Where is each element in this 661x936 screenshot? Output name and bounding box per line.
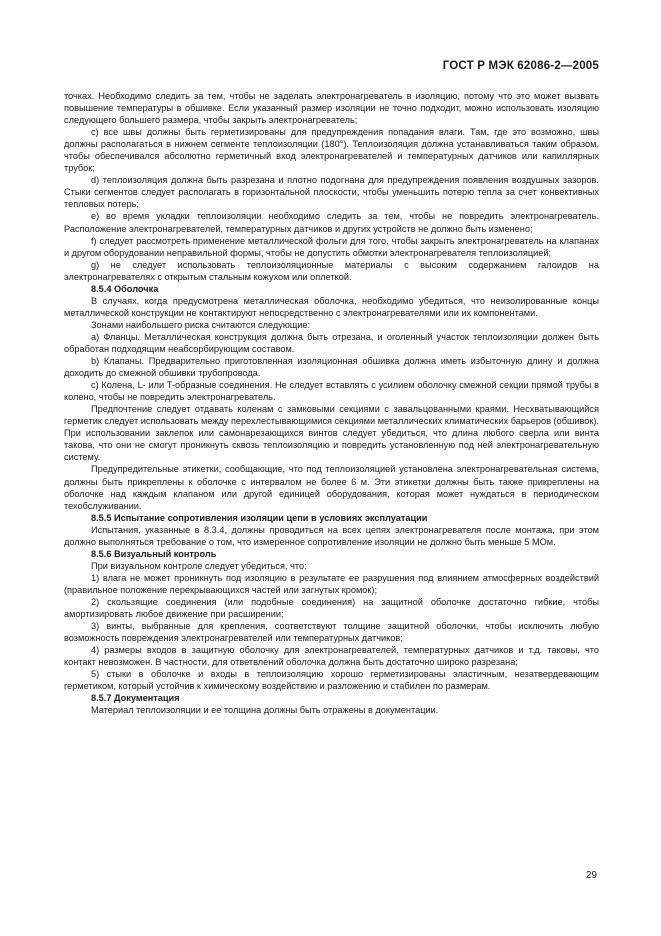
paragraph: c) все швы должны быть герметизированы для предупреждения попадания влаги. Там, где это возможно, швы должны располагаться в нижнем сегменте теплоизоляции (180°). Теплоизоляция должна устанавливаться таким образом, чтобы обеспечивался абсолютно герметичный вход электронагревателей и температурных датчиков или капиллярных трубок; bbox=[64, 127, 599, 174]
section-heading: 8.5.7 Документация bbox=[91, 693, 180, 704]
page-number: 29 bbox=[585, 870, 597, 881]
paragraph: точках. Необходимо следить за тем, чтобы не заделать электронагреватель в изоляцию, потому что это может вызвать повышение температуры в обшивке. Если указанный размер изоляции не точно подходит, можно использовать изоляцию следующего большего размера, чтобы закрыть электронагреватель; bbox=[64, 91, 599, 126]
paragraph: 1) влага не может проникнуть под изоляцию в результате ее разрушения под влиянием атмосферных воздействий (правильное положение перекрывающихся частей или загнутых кромок); bbox=[64, 572, 599, 595]
paragraph: g) не следует использовать теплоизоляционные материалы с высоким содержанием галоидов на электронагревателях с открытым стальным кожухом или оплеткой. bbox=[64, 259, 599, 282]
paragraph: 5) стыки в оболочке и входы в теплоизоляцию хорошо герметизированы эластичным, незатвердевающим герметиком, который устойчив к химическому воздействию и разложению и стабилен по размерам. bbox=[64, 669, 599, 692]
paragraph: 3) винты, выбранные для крепления, соответствуют толщине защитной оболочки, чтобы исключить любую возможность повреждения электронагревателей или температурных датчиков; bbox=[64, 621, 599, 644]
paragraph: e) во время укладки теплоизоляции необходимо следить за тем, чтобы не повредить электронагреватель. Расположение электронагревателей, температурных датчиков и других устройств не должно быть изменено; bbox=[64, 211, 599, 234]
paragraph: При визуальном контроле следует убедиться, что: bbox=[91, 560, 307, 571]
paragraph: 2) скользящие соединения (или подобные соединения) на защитной оболочке достаточно гибкие, чтобы амортизировать любое движение при расширении; bbox=[64, 596, 599, 620]
section-heading: 8.5.5 Испытание сопротивления изоляции цепи в условиях эксплуатации bbox=[91, 512, 428, 523]
paragraph: Зонами наибольшего риска считаются следующие: bbox=[91, 319, 311, 330]
section-heading: 8.5.4 Оболочка bbox=[91, 283, 159, 294]
paragraph: f) следует рассмотреть применение металлической фольги для того, чтобы закрыть электронагреватель на клапанах и другом оборудовании неправильной формы, чтобы не допустить обмотки электронагревателя теплоизоляцией; bbox=[64, 235, 599, 258]
paragraph: a) Фланцы. Металлическая конструкция должна быть отрезана, и оголенный участок теплоизоляции должен быть обработан подходящим неабсорбирующим составом. bbox=[64, 331, 599, 354]
paragraph: Предпочтение следует отдавать коленам с замковыми секциями с завальцованными краями. Несхватывающийся герметик следует использовать между перехлестывающимися секциями металлических климатических барьеров (обшивок). При использовании заклепок или самонарезающихся винтов следует убедиться, что длина любого сверла или винта такова, что они не смогут проникнуть сквозь теплоизоляцию и повредить установленную под ней электронагревательную систему. bbox=[64, 404, 599, 463]
paragraph: 4) размеры входов в защитную оболочку для электронагревателей, температурных датчиков и т.д. таковы, что контакт невозможен. В частности, для ответвлений оболочка должна быть достаточно широко разрезана; bbox=[64, 645, 599, 668]
paragraph: c) Колена, L- или T-образные соединения. Не следует вставлять с усилием оболочку смежной секции прямой трубы в колено, чтобы не повредить электронагреватель. bbox=[64, 380, 599, 403]
paragraph: В случаях, когда предусмотрена металлическая оболочка, необходимо убедиться, что неизолированные концы металлической конструкции не контактируют непосредственно с электронагревателями или их компонентами. bbox=[64, 295, 599, 318]
paragraph: Предупредительные этикетки, сообщающие, что под теплоизоляцией установлена электронагревательная система, должны быть прикреплены к оболочке с интервалом не более 6 м. Эти этикетки должны быть также прикреплены на оболочке над каждым клапаном или другой единицей оборудования, которая может нуждаться в периодическом техобслуживании. bbox=[64, 464, 599, 511]
document-body bbox=[64, 90, 599, 716]
paragraph: b) Клапаны. Предварительно приготовленная изоляционная обшивка должна иметь избыточную длину и должна доходить до смежной обшивки трубопровода. bbox=[64, 356, 599, 379]
paragraph: d) теплоизоляция должна быть разрезана и плотно подогнана для предупреждения появления воздушных зазоров. Стыки сегментов следует располагать в горизонтальной плоскости, чтобы уменьшить потерю тепла за счет конвективных тепловых потерь; bbox=[64, 175, 599, 210]
standard-header: ГОСТ Р МЭК 62086-2—2005 bbox=[442, 60, 599, 72]
paragraph: Материал теплоизоляции и ее толщина должны быть отражены в документации. bbox=[91, 705, 439, 716]
section-heading: 8.5.6 Визуальный контроль bbox=[91, 548, 217, 559]
paragraph: Испытания, указанные в 8.3.4, должны проводиться на всех цепях электронагревателя после монтажа, при этом должно выполняться требование о том, что измеренное сопротивление изоляции не должно быть меньше 5 МОм. bbox=[64, 524, 599, 547]
